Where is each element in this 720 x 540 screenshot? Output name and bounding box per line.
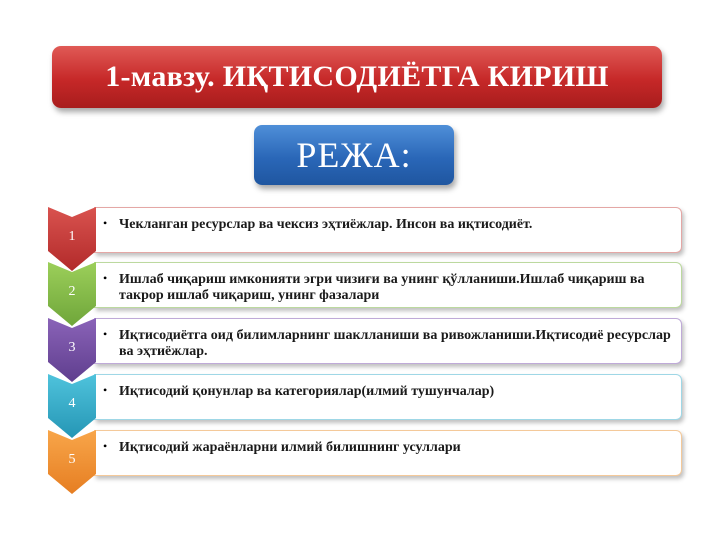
item-box <box>94 262 682 308</box>
item-number: 5 <box>68 452 76 467</box>
item-text: Иқтисодий жараёнларни илмий билишнинг усуллари <box>119 440 461 455</box>
agenda-item-4 <box>48 374 682 432</box>
item-text: Иқтисодий қонунлар ва категориялар(илмий тушунчалар) <box>119 384 495 399</box>
item-box <box>94 318 682 364</box>
item-box <box>94 374 682 420</box>
item-number: 4 <box>68 396 76 411</box>
number-chevron <box>48 318 96 382</box>
title-banner <box>52 46 662 108</box>
bullet-icon: • <box>103 216 108 230</box>
item-number: 2 <box>68 284 76 299</box>
item-text: Чекланган ресурслар ва чексиз эҳтиёжлар. Инсон ва иқтисодиёт. <box>119 217 533 232</box>
item-number: 3 <box>68 340 76 355</box>
item-box <box>94 430 682 476</box>
subtitle-box <box>254 125 454 185</box>
bullet-icon: • <box>103 383 108 397</box>
agenda-item-3 <box>48 318 682 376</box>
item-text: Иқтисодиётга оид билимларнинг шаклланиши ва ривожланиши.Иқтисодиё ресурслар ва эҳтиёжлар. <box>119 328 671 359</box>
bullet-icon: • <box>103 439 108 453</box>
number-chevron <box>48 262 96 326</box>
number-chevron <box>48 430 96 494</box>
number-chevron <box>48 374 96 438</box>
bullet-icon: • <box>103 327 108 341</box>
slide-subtitle: РЕЖА: <box>296 135 412 175</box>
item-number: 1 <box>68 229 76 244</box>
agenda-item-5 <box>48 430 682 488</box>
item-text: Ишлаб чиқариш имконияти эгри чизиғи ва унинг қўлланиши.Ишлаб чиқариш ва такрор ишлаб чиқариш, унинг фазалари <box>119 272 645 303</box>
slide-title: 1-мавзу. ИҚТИСОДИЁТГА КИРИШ <box>105 60 609 93</box>
bullet-icon: • <box>103 271 108 285</box>
agenda-item-1 <box>48 207 682 265</box>
agenda-item-2 <box>48 262 682 320</box>
item-box <box>94 207 682 253</box>
